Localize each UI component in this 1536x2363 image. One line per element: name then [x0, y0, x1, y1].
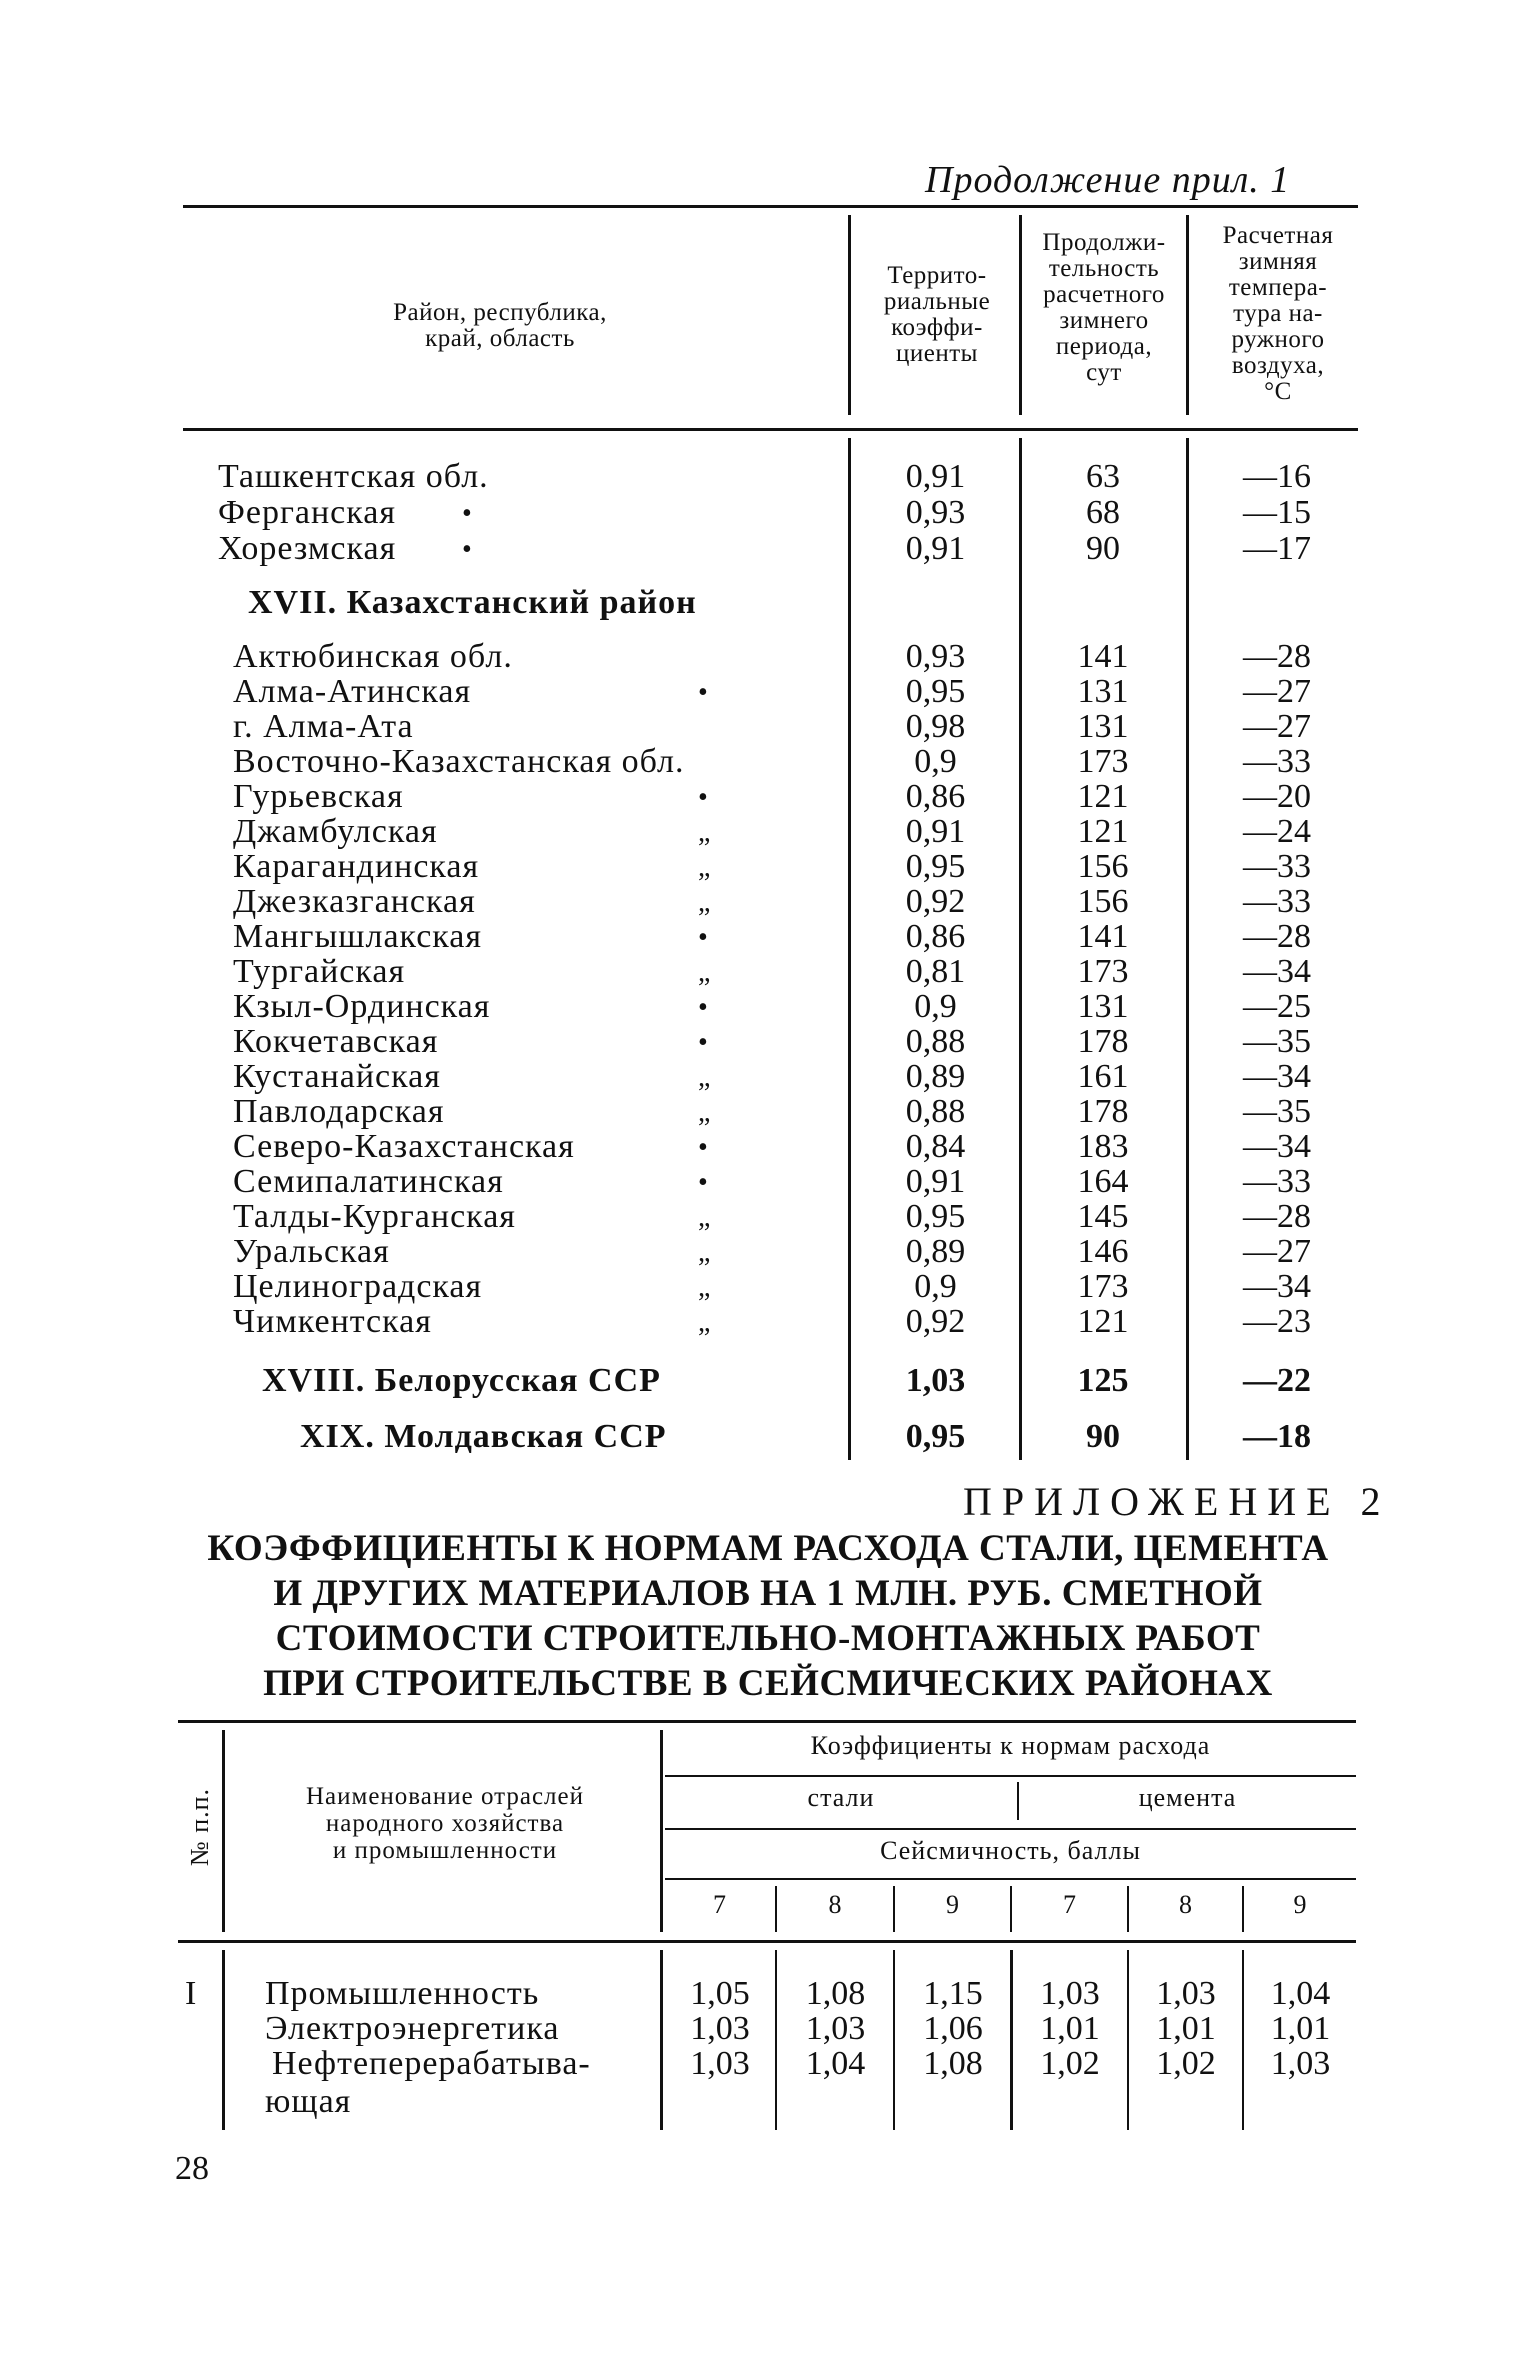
ditto-mark: „ [698, 1202, 711, 1233]
winter-temperature: —16 [1243, 458, 1311, 495]
table2-top-rule [178, 1720, 1356, 1723]
continuation-caption: Продолжение прил. 1 [925, 159, 1291, 201]
territorial-coefficient: 0,92 [905, 1303, 966, 1340]
winter-temperature: —25 [1243, 988, 1311, 1025]
table1-col-divider [1186, 438, 1189, 1460]
industry-name: Промышленность [265, 1975, 540, 2012]
ditto-mark: „ [698, 1062, 711, 1093]
territorial-coefficient: 0,95 [905, 1198, 966, 1235]
ditto-mark: • [698, 992, 708, 1023]
table2-sub-rule [665, 1828, 1356, 1830]
ditto-mark: „ [698, 887, 711, 918]
table2-sub-rule [665, 1878, 1356, 1880]
ditto-mark: • [462, 498, 472, 529]
header-steel: стали [807, 1783, 875, 1812]
winter-temperature: —20 [1243, 778, 1311, 815]
table2-col-divider [775, 1950, 777, 2130]
winter-duration: 146 [1077, 1233, 1129, 1270]
coefficient-value: 1,02 [1040, 2045, 1100, 2082]
region-name: Карагандинская [233, 848, 480, 885]
winter-duration: 156 [1077, 848, 1129, 885]
ditto-mark: „ [698, 1307, 711, 1338]
table2-col-divider [1242, 1950, 1244, 2130]
winter-temperature: —27 [1243, 708, 1311, 745]
region-name: Кустанайская [233, 1058, 441, 1095]
header-coefficients: Коэффициенты к нормам расхода [810, 1731, 1211, 1760]
winter-duration: 121 [1077, 1303, 1129, 1340]
territorial-coefficient: 1,03 [905, 1362, 966, 1399]
region-name: Тургайская [233, 953, 406, 990]
seismic-point: 9 [1293, 1890, 1308, 1919]
table1-col-divider [848, 215, 851, 415]
coefficient-value: 1,01 [1156, 2010, 1216, 2047]
header-duration: Продолжи- тельность расчетного зимнего периода, сут [1042, 229, 1166, 386]
territorial-coefficient: 0,86 [905, 918, 966, 955]
table2-header-rule [178, 1940, 1356, 1943]
seismic-point: 8 [1179, 1890, 1193, 1919]
winter-duration: 161 [1077, 1058, 1129, 1095]
winter-temperature: —35 [1243, 1093, 1311, 1130]
territorial-coefficient: 0,89 [905, 1233, 966, 1270]
header-temperature: Расчетная зимняя темпера- тура на- ружного воздуха, °С [1222, 222, 1334, 405]
table1-col-divider [848, 438, 851, 1460]
territorial-coefficient: 0,95 [905, 848, 966, 885]
territorial-coefficient: 0,93 [905, 638, 966, 675]
appendix-title-line: ПРИ СТРОИТЕЛЬСТВЕ В СЕЙСМИЧЕСКИХ РАЙОНАХ [263, 1663, 1273, 1704]
coefficient-value: 1,15 [923, 1975, 983, 2012]
coefficient-value: 1,02 [1156, 2045, 1216, 2082]
winter-temperature: —28 [1243, 1198, 1311, 1235]
table2-col-divider [222, 1950, 225, 2130]
winter-duration: 131 [1077, 708, 1129, 745]
table1-col-divider [1019, 438, 1022, 1460]
appendix-title-line: И ДРУГИХ МАТЕРИАЛОВ НА 1 МЛН. РУБ. СМЕТНОЙ [273, 1573, 1263, 1614]
winter-temperature: —18 [1243, 1418, 1311, 1455]
territorial-coefficient: 0,91 [905, 1163, 966, 1200]
territorial-coefficient: 0,93 [905, 494, 966, 531]
winter-duration: 121 [1077, 813, 1129, 850]
region-name: Кокчетавская [233, 1023, 439, 1060]
appendix-title-line: СТОИМОСТИ СТРОИТЕЛЬНО-МОНТАЖНЫХ РАБОТ [275, 1618, 1261, 1659]
winter-duration: 125 [1077, 1362, 1129, 1399]
region-name: Семипалатинская [233, 1163, 504, 1200]
table2-col-divider [893, 1950, 895, 2130]
winter-duration: 178 [1077, 1023, 1129, 1060]
section-heading: XVIII. Белорусская ССР [262, 1362, 661, 1399]
winter-temperature: —28 [1243, 918, 1311, 955]
table2-col-divider [660, 1950, 663, 2130]
region-name: Ферганская [218, 494, 397, 531]
region-name: Мангышлакская [233, 918, 483, 955]
territorial-coefficient: 0,95 [905, 673, 966, 710]
winter-duration: 173 [1077, 953, 1129, 990]
ditto-mark: • [698, 677, 708, 708]
winter-temperature: —22 [1243, 1362, 1311, 1399]
region-name: Уральская [233, 1233, 390, 1270]
region-name: Восточно-Казахстанская обл. [233, 743, 685, 780]
header-seismicity: Сейсмичность, баллы [880, 1836, 1141, 1865]
ditto-mark: • [698, 1132, 708, 1163]
table1-col-divider [1186, 215, 1189, 415]
table2-col-divider [1127, 1886, 1129, 1932]
header-industry: Наименование отраслей народного хозяйства и промышленности [305, 1783, 585, 1864]
winter-duration: 131 [1077, 988, 1129, 1025]
coefficient-value: 1,03 [690, 2010, 750, 2047]
coefficient-value: 1,03 [1040, 1975, 1100, 2012]
region-name: Целиноградская [233, 1268, 483, 1305]
winter-temperature: —27 [1243, 1233, 1311, 1270]
ditto-mark: • [462, 534, 472, 565]
table2-col-divider [222, 1730, 225, 1932]
winter-temperature: —34 [1243, 953, 1311, 990]
winter-temperature: —34 [1243, 1128, 1311, 1165]
seismic-point: 7 [713, 1890, 727, 1919]
region-name: Кзыл-Ординская [233, 988, 491, 1025]
winter-duration: 145 [1077, 1198, 1129, 1235]
winter-temperature: —33 [1243, 883, 1311, 920]
region-name: Ташкентская обл. [218, 458, 489, 495]
winter-temperature: —35 [1243, 1023, 1311, 1060]
coefficient-value: 1,08 [923, 2045, 983, 2082]
territorial-coefficient: 0,91 [905, 813, 966, 850]
section-heading: XIX. Молдавская ССР [300, 1418, 667, 1455]
territorial-coefficient: 0,9 [914, 743, 957, 780]
ditto-mark: • [698, 782, 708, 813]
section-heading: XVII. Казахстанский район [248, 584, 697, 621]
ditto-mark: • [698, 1027, 708, 1058]
region-name: Алма-Атинская [233, 673, 472, 710]
winter-duration: 68 [1086, 494, 1120, 531]
table1-col-divider [1019, 215, 1022, 415]
winter-temperature: —33 [1243, 1163, 1311, 1200]
territorial-coefficient: 0,81 [905, 953, 966, 990]
region-name: г. Алма-Ата [233, 708, 414, 745]
coefficient-value: 1,08 [805, 1975, 866, 2012]
winter-duration: 178 [1077, 1093, 1129, 1130]
seismic-point: 7 [1063, 1890, 1077, 1919]
territorial-coefficient: 0,88 [905, 1093, 966, 1130]
ditto-mark: • [698, 1167, 708, 1198]
seismic-point: 9 [946, 1890, 960, 1919]
appendix-title-line: КОЭФФИЦИЕНТЫ К НОРМАМ РАСХОДА СТАЛИ, ЦЕМЕНТА [207, 1528, 1329, 1569]
table2-col-divider [1242, 1886, 1244, 1932]
territorial-coefficient: 0,86 [905, 778, 966, 815]
region-name: Чимкентская [233, 1303, 432, 1340]
group-number: I [185, 1975, 197, 2012]
region-name: Джамбулская [233, 813, 438, 850]
territorial-coefficient: 0,91 [905, 530, 966, 567]
territorial-coefficient: 0,98 [905, 708, 966, 745]
territorial-coefficient: 0,9 [914, 988, 957, 1025]
table2-col-divider [775, 1886, 777, 1932]
industry-name: Электроэнергетика [265, 2010, 560, 2047]
coefficient-value: 1,03 [1270, 2045, 1331, 2082]
industry-name: Нефтеперерабатыва- [272, 2045, 591, 2082]
winter-temperature: —24 [1243, 813, 1311, 850]
coefficient-value: 1,04 [805, 2045, 866, 2082]
winter-temperature: —27 [1243, 673, 1311, 710]
territorial-coefficient: 0,95 [905, 1418, 966, 1455]
winter-duration: 131 [1077, 673, 1129, 710]
region-name: Северо-Казахстанская [233, 1128, 575, 1165]
ditto-mark: „ [698, 957, 711, 988]
region-name: Хорезмская [218, 530, 397, 567]
table2-col-divider [893, 1886, 895, 1932]
winter-temperature: —34 [1243, 1268, 1311, 1305]
page-number: 28 [175, 2150, 209, 2187]
region-name: Актюбинская обл. [233, 638, 513, 675]
ditto-mark: „ [698, 1097, 711, 1128]
winter-temperature: —33 [1243, 848, 1311, 885]
header-territorial: Террито- риальные коэффи- циенты [883, 262, 991, 367]
territorial-coefficient: 0,84 [905, 1128, 966, 1165]
winter-duration: 173 [1077, 743, 1129, 780]
table2-col-divider [1127, 1950, 1129, 2130]
winter-temperature: —33 [1243, 743, 1311, 780]
appendix-label: ПРИЛОЖЕНИЕ 2 [963, 1479, 1391, 1524]
table2-sub-rule [665, 1775, 1356, 1777]
coefficient-value: 1,03 [805, 2010, 866, 2047]
header-cement: цемента [1138, 1783, 1237, 1812]
winter-temperature: —17 [1243, 530, 1311, 567]
winter-duration: 90 [1086, 1418, 1120, 1455]
region-name: Талды-Курганская [233, 1198, 516, 1235]
winter-duration: 164 [1077, 1163, 1129, 1200]
region-name: Гурьевская [233, 778, 404, 815]
winter-temperature: —23 [1243, 1303, 1311, 1340]
ditto-mark: „ [698, 1237, 711, 1268]
coefficient-value: 1,01 [1270, 2010, 1331, 2047]
winter-duration: 141 [1077, 918, 1129, 955]
coefficient-value: 1,05 [690, 1975, 750, 2012]
winter-temperature: —28 [1243, 638, 1311, 675]
territorial-coefficient: 0,89 [905, 1058, 966, 1095]
ditto-mark: „ [698, 817, 711, 848]
seismic-point: 8 [828, 1890, 843, 1919]
ditto-mark: „ [698, 1272, 711, 1303]
territorial-coefficient: 0,91 [905, 458, 966, 495]
region-name: Павлодарская [233, 1093, 445, 1130]
coefficient-value: 1,03 [690, 2045, 750, 2082]
ditto-mark: „ [698, 852, 711, 883]
winter-duration: 121 [1077, 778, 1129, 815]
region-name: Джезказганская [233, 883, 476, 920]
table1-top-rule [183, 205, 1358, 208]
winter-duration: 183 [1077, 1128, 1129, 1165]
winter-temperature: —34 [1243, 1058, 1311, 1095]
winter-duration: 173 [1077, 1268, 1129, 1305]
coefficient-value: 1,06 [923, 2010, 983, 2047]
coefficient-value: 1,03 [1156, 1975, 1216, 2012]
header-region: Район, республика, край, область [393, 299, 607, 352]
territorial-coefficient: 0,92 [905, 883, 966, 920]
appendix-title [150, 1526, 1386, 1706]
winter-duration: 90 [1086, 530, 1120, 567]
industry-name: ющая [265, 2083, 352, 2120]
coefficient-value: 1,01 [1040, 2010, 1100, 2047]
winter-duration: 63 [1086, 458, 1120, 495]
table1-header-rule [183, 428, 1358, 431]
winter-duration: 156 [1077, 883, 1129, 920]
ditto-mark: • [698, 922, 708, 953]
territorial-coefficient: 0,88 [905, 1023, 966, 1060]
table2-col-divider [1010, 1886, 1012, 1932]
winter-duration: 141 [1077, 638, 1129, 675]
territorial-coefficient: 0,9 [914, 1268, 957, 1305]
header-row-number: № п.п. [185, 1787, 214, 1867]
table2-col-divider [660, 1730, 663, 1932]
winter-temperature: —15 [1243, 494, 1311, 531]
coefficient-value: 1,04 [1270, 1975, 1331, 2012]
